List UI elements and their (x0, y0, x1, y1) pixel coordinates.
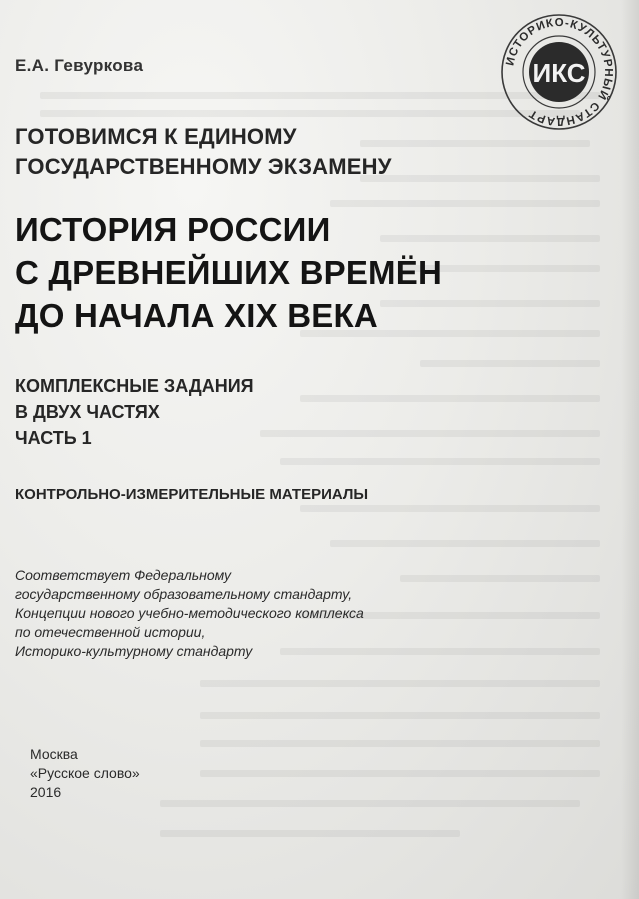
publisher-imprint (30, 745, 140, 802)
compliance-line: Соответствует Федеральному (15, 567, 232, 583)
parts-line: В ДВУХ ЧАСТЯХ (15, 402, 160, 422)
compliance-note (15, 566, 364, 661)
title-line: ИСТОРИЯ РОССИИ (15, 211, 331, 248)
compliance-line: по отечественной истории, (15, 624, 206, 640)
imprint-publisher: «Русское слово» (30, 765, 140, 781)
compliance-line: Историко-культурному стандарту (15, 643, 253, 659)
subtitle-line: ГОСУДАРСТВЕННОМУ ЭКЗАМЕНУ (15, 154, 392, 179)
parts-line: ЧАСТЬ 1 (15, 428, 92, 448)
kim-heading: КОНТРОЛЬНО-ИЗМЕРИТЕЛЬНЫЕ МАТЕРИАЛЫ (15, 486, 369, 503)
compliance-line: государственному образовательному стандарту, (15, 586, 353, 602)
page-crease-shadow (621, 0, 639, 899)
title-line: ДО НАЧАЛА XIX ВЕКА (15, 297, 378, 334)
imprint-year: 2016 (30, 784, 62, 800)
iks-seal-logo (497, 10, 621, 134)
subtitle-line: ГОТОВИМСЯ К ЕДИНОМУ (15, 124, 297, 149)
title-line: С ДРЕВНЕЙШИХ ВРЕМЁН (15, 254, 443, 291)
seal-abbr: ИКС (532, 58, 586, 88)
seal-ring-text: ИСТОРИКО-КУЛЬТУРНЫЙ СТАНДАРТ (504, 16, 615, 128)
book-title (15, 208, 442, 337)
parts-line: КОМПЛЕКСНЫЕ ЗАДАНИЯ (15, 376, 254, 396)
imprint-city: Москва (30, 746, 78, 762)
author-name: Е.А. Гевуркова (15, 56, 144, 75)
parts-heading (15, 373, 254, 451)
compliance-line: Концепции нового учебно-методического комплекса (15, 605, 364, 621)
series-subtitle (15, 122, 392, 182)
